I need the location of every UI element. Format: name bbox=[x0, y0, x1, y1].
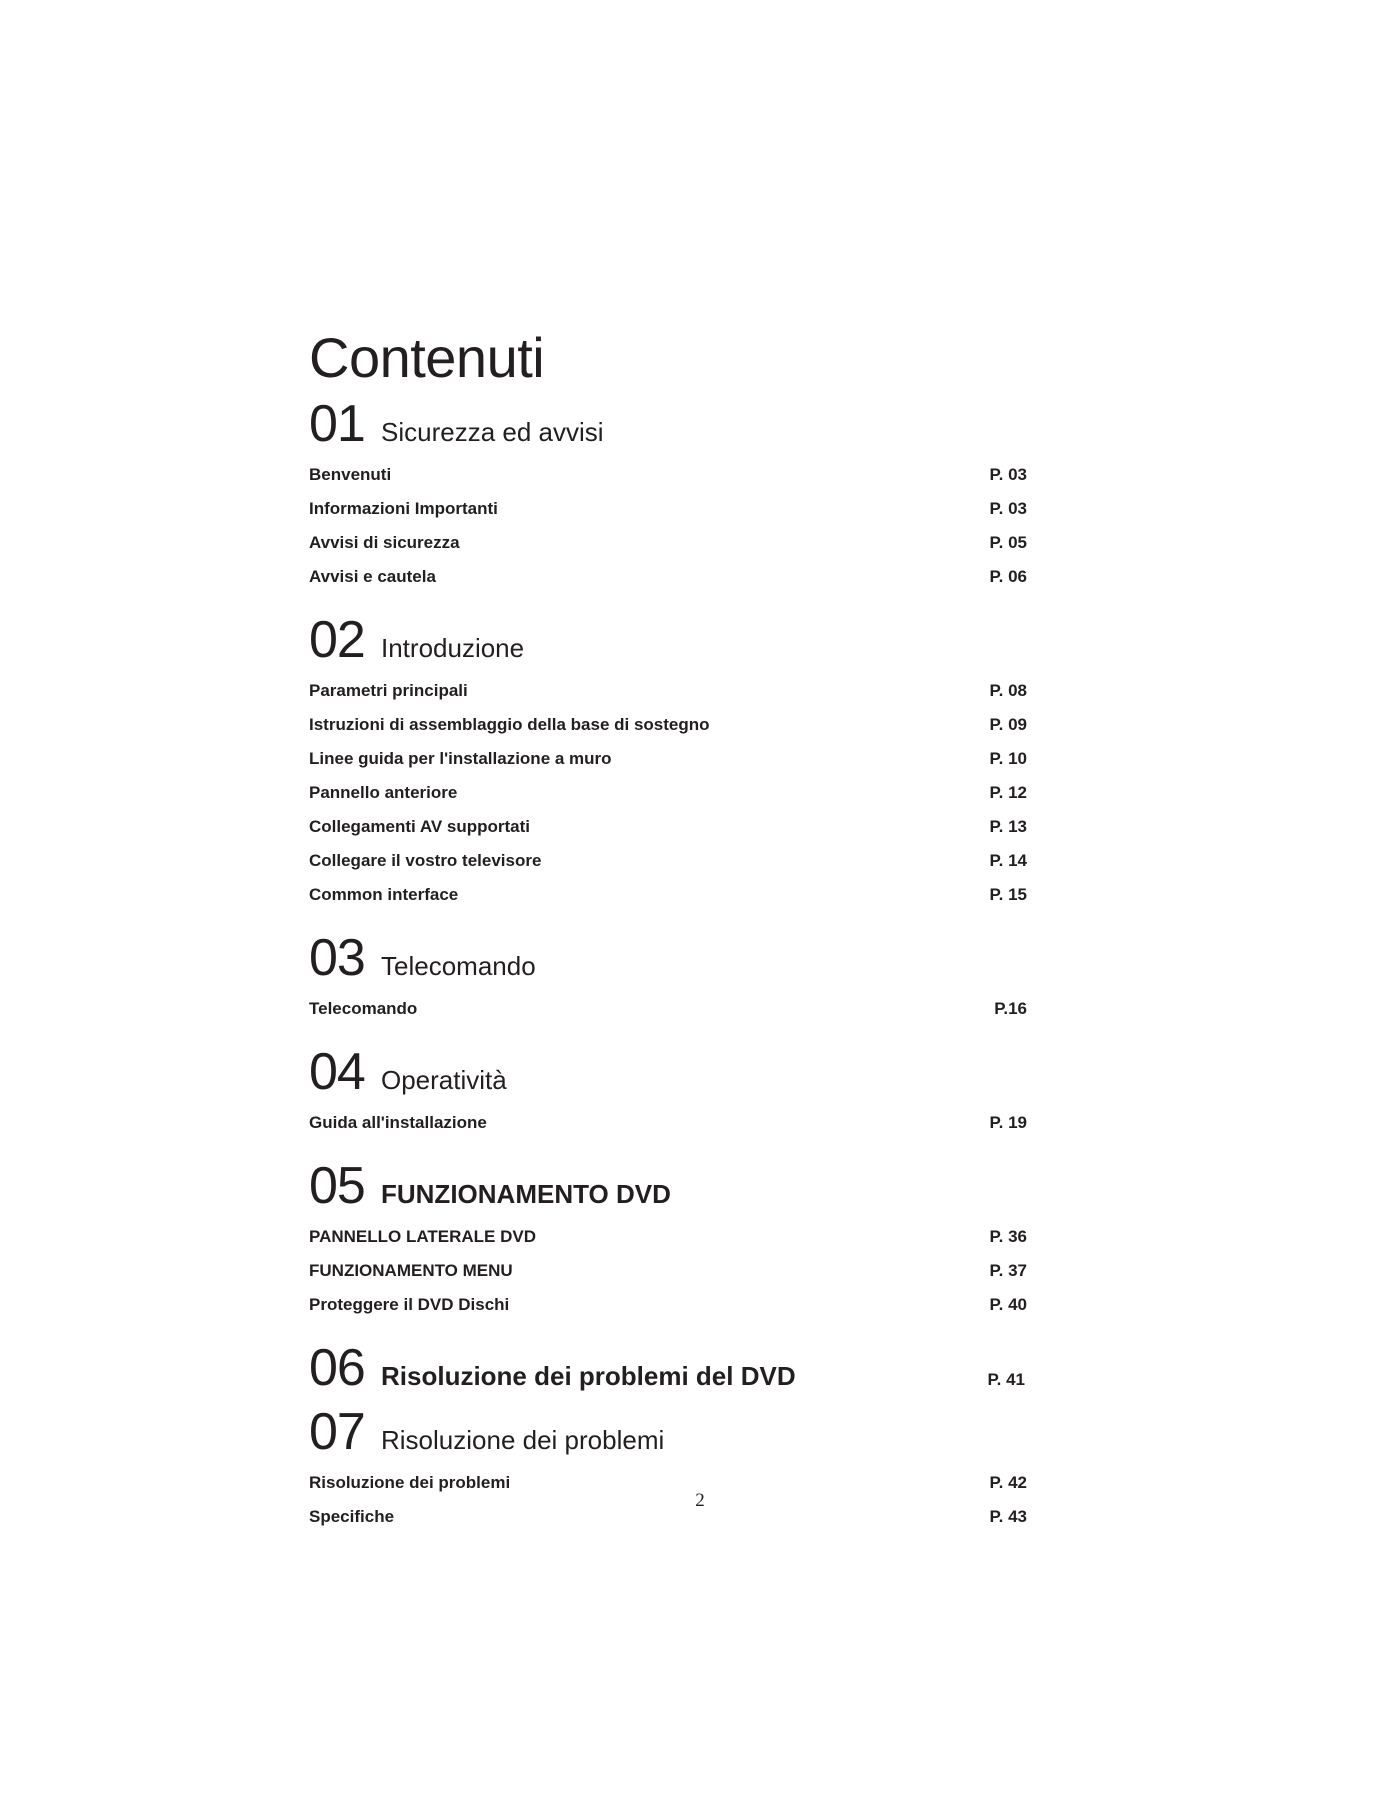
page-title: Contenuti bbox=[309, 326, 545, 389]
section-06 bbox=[309, 1338, 1027, 1398]
section-number: 01 bbox=[309, 395, 365, 453]
toc-entry[interactable] bbox=[309, 844, 1027, 878]
entry-page: P. 13 bbox=[989, 817, 1027, 836]
entry-page: P. 05 bbox=[989, 533, 1027, 552]
entry-label: Common interface bbox=[309, 885, 459, 904]
entry-label: Collegare il vostro televisore bbox=[309, 851, 542, 870]
section-title: Operatività bbox=[381, 1065, 507, 1095]
entry-page: P. 06 bbox=[989, 567, 1027, 586]
section-heading bbox=[309, 394, 1027, 454]
entry-label: Avvisi di sicurezza bbox=[309, 533, 460, 552]
entry-page: P.16 bbox=[994, 999, 1027, 1018]
entry-page: P. 36 bbox=[989, 1227, 1027, 1246]
section-number: 06 bbox=[309, 1339, 365, 1397]
section-number: 05 bbox=[309, 1157, 365, 1215]
section-heading[interactable] bbox=[309, 1338, 1027, 1398]
entry-label: Informazioni Importanti bbox=[309, 499, 498, 518]
section-heading bbox=[309, 610, 1027, 670]
entry-label: Specifiche bbox=[309, 1507, 395, 1526]
entry-label: Pannello anteriore bbox=[309, 783, 458, 802]
section-title: Risoluzione dei problemi del DVD bbox=[381, 1361, 796, 1391]
toc-entry[interactable] bbox=[309, 526, 1027, 560]
section-title: Sicurezza ed avvisi bbox=[381, 417, 604, 447]
section-07 bbox=[309, 1402, 1027, 1534]
section-heading bbox=[309, 1402, 1027, 1462]
section-number: 04 bbox=[309, 1043, 365, 1101]
table-of-contents bbox=[309, 326, 1027, 1534]
entry-page: P. 19 bbox=[989, 1113, 1027, 1132]
section-number: 02 bbox=[309, 611, 365, 669]
toc-entry[interactable] bbox=[309, 458, 1027, 492]
toc-entry[interactable] bbox=[309, 742, 1027, 776]
toc-entry[interactable] bbox=[309, 1254, 1027, 1288]
section-01 bbox=[309, 394, 1027, 594]
section-03 bbox=[309, 928, 1027, 1026]
entry-label: Collegamenti AV supportati bbox=[309, 817, 531, 836]
entry-page: P. 12 bbox=[989, 783, 1027, 802]
entry-page: P. 08 bbox=[989, 681, 1027, 700]
toc-entry[interactable] bbox=[309, 776, 1027, 810]
entry-page: P. 37 bbox=[989, 1261, 1027, 1280]
section-gap bbox=[309, 1322, 1027, 1334]
toc-entry[interactable] bbox=[309, 878, 1027, 912]
entry-label: Risoluzione dei problemi bbox=[309, 1473, 511, 1492]
entry-page: P. 14 bbox=[989, 851, 1027, 870]
toc-entry[interactable] bbox=[309, 674, 1027, 708]
section-entries bbox=[309, 458, 1027, 594]
toc-entry[interactable] bbox=[309, 1106, 1027, 1140]
entry-label: Guida all'installazione bbox=[309, 1113, 487, 1132]
section-title: Risoluzione dei problemi bbox=[381, 1425, 665, 1455]
section-heading bbox=[309, 928, 1027, 988]
toc-entry[interactable] bbox=[309, 492, 1027, 526]
section-entries bbox=[309, 992, 1027, 1026]
entry-label: FUNZIONAMENTO MENU bbox=[309, 1261, 513, 1280]
entry-label: Linee guida per l'installazione a muro bbox=[309, 749, 612, 768]
section-number: 07 bbox=[309, 1403, 365, 1461]
entry-page: P. 03 bbox=[989, 499, 1027, 518]
entry-page: P. 41 bbox=[987, 1370, 1025, 1389]
section-05 bbox=[309, 1156, 1027, 1322]
entry-page: P. 09 bbox=[989, 715, 1027, 734]
section-entries bbox=[309, 1220, 1027, 1322]
toc-entry[interactable] bbox=[309, 708, 1027, 742]
section-heading bbox=[309, 1156, 1027, 1216]
entry-label: Parametri principali bbox=[309, 681, 468, 700]
section-gap bbox=[309, 1026, 1027, 1038]
section-entries bbox=[309, 1106, 1027, 1140]
toc-entry[interactable] bbox=[309, 992, 1027, 1026]
toc-entry[interactable] bbox=[309, 810, 1027, 844]
entry-label: Istruzioni di assemblaggio della base di sostegno bbox=[309, 715, 710, 734]
section-heading bbox=[309, 1042, 1027, 1102]
section-gap bbox=[309, 912, 1027, 924]
section-gap bbox=[309, 1140, 1027, 1152]
toc-entry[interactable] bbox=[309, 1288, 1027, 1322]
section-title: Telecomando bbox=[381, 951, 536, 981]
entry-page: P. 15 bbox=[989, 885, 1027, 904]
toc-entry[interactable] bbox=[309, 560, 1027, 594]
section-entries bbox=[309, 674, 1027, 912]
entry-label: Avvisi e cautela bbox=[309, 567, 436, 586]
entry-label: Proteggere il DVD Dischi bbox=[309, 1295, 510, 1314]
entry-page: P. 42 bbox=[989, 1473, 1027, 1492]
section-number: 03 bbox=[309, 929, 365, 987]
section-title: FUNZIONAMENTO DVD bbox=[381, 1179, 671, 1209]
entry-page: P. 10 bbox=[989, 749, 1027, 768]
section-02 bbox=[309, 610, 1027, 912]
section-title: Introduzione bbox=[381, 633, 525, 663]
entry-page: P. 40 bbox=[989, 1295, 1027, 1314]
entry-page: P. 03 bbox=[989, 465, 1027, 484]
toc-entry[interactable] bbox=[309, 1220, 1027, 1254]
entry-page: P. 43 bbox=[989, 1507, 1027, 1526]
entry-label: Telecomando bbox=[309, 999, 418, 1018]
section-04 bbox=[309, 1042, 1027, 1140]
section-gap bbox=[309, 594, 1027, 606]
entry-label: PANNELLO LATERALE DVD bbox=[309, 1227, 536, 1246]
page-number: 2 bbox=[695, 1490, 705, 1511]
entry-label: Benvenuti bbox=[309, 465, 392, 484]
